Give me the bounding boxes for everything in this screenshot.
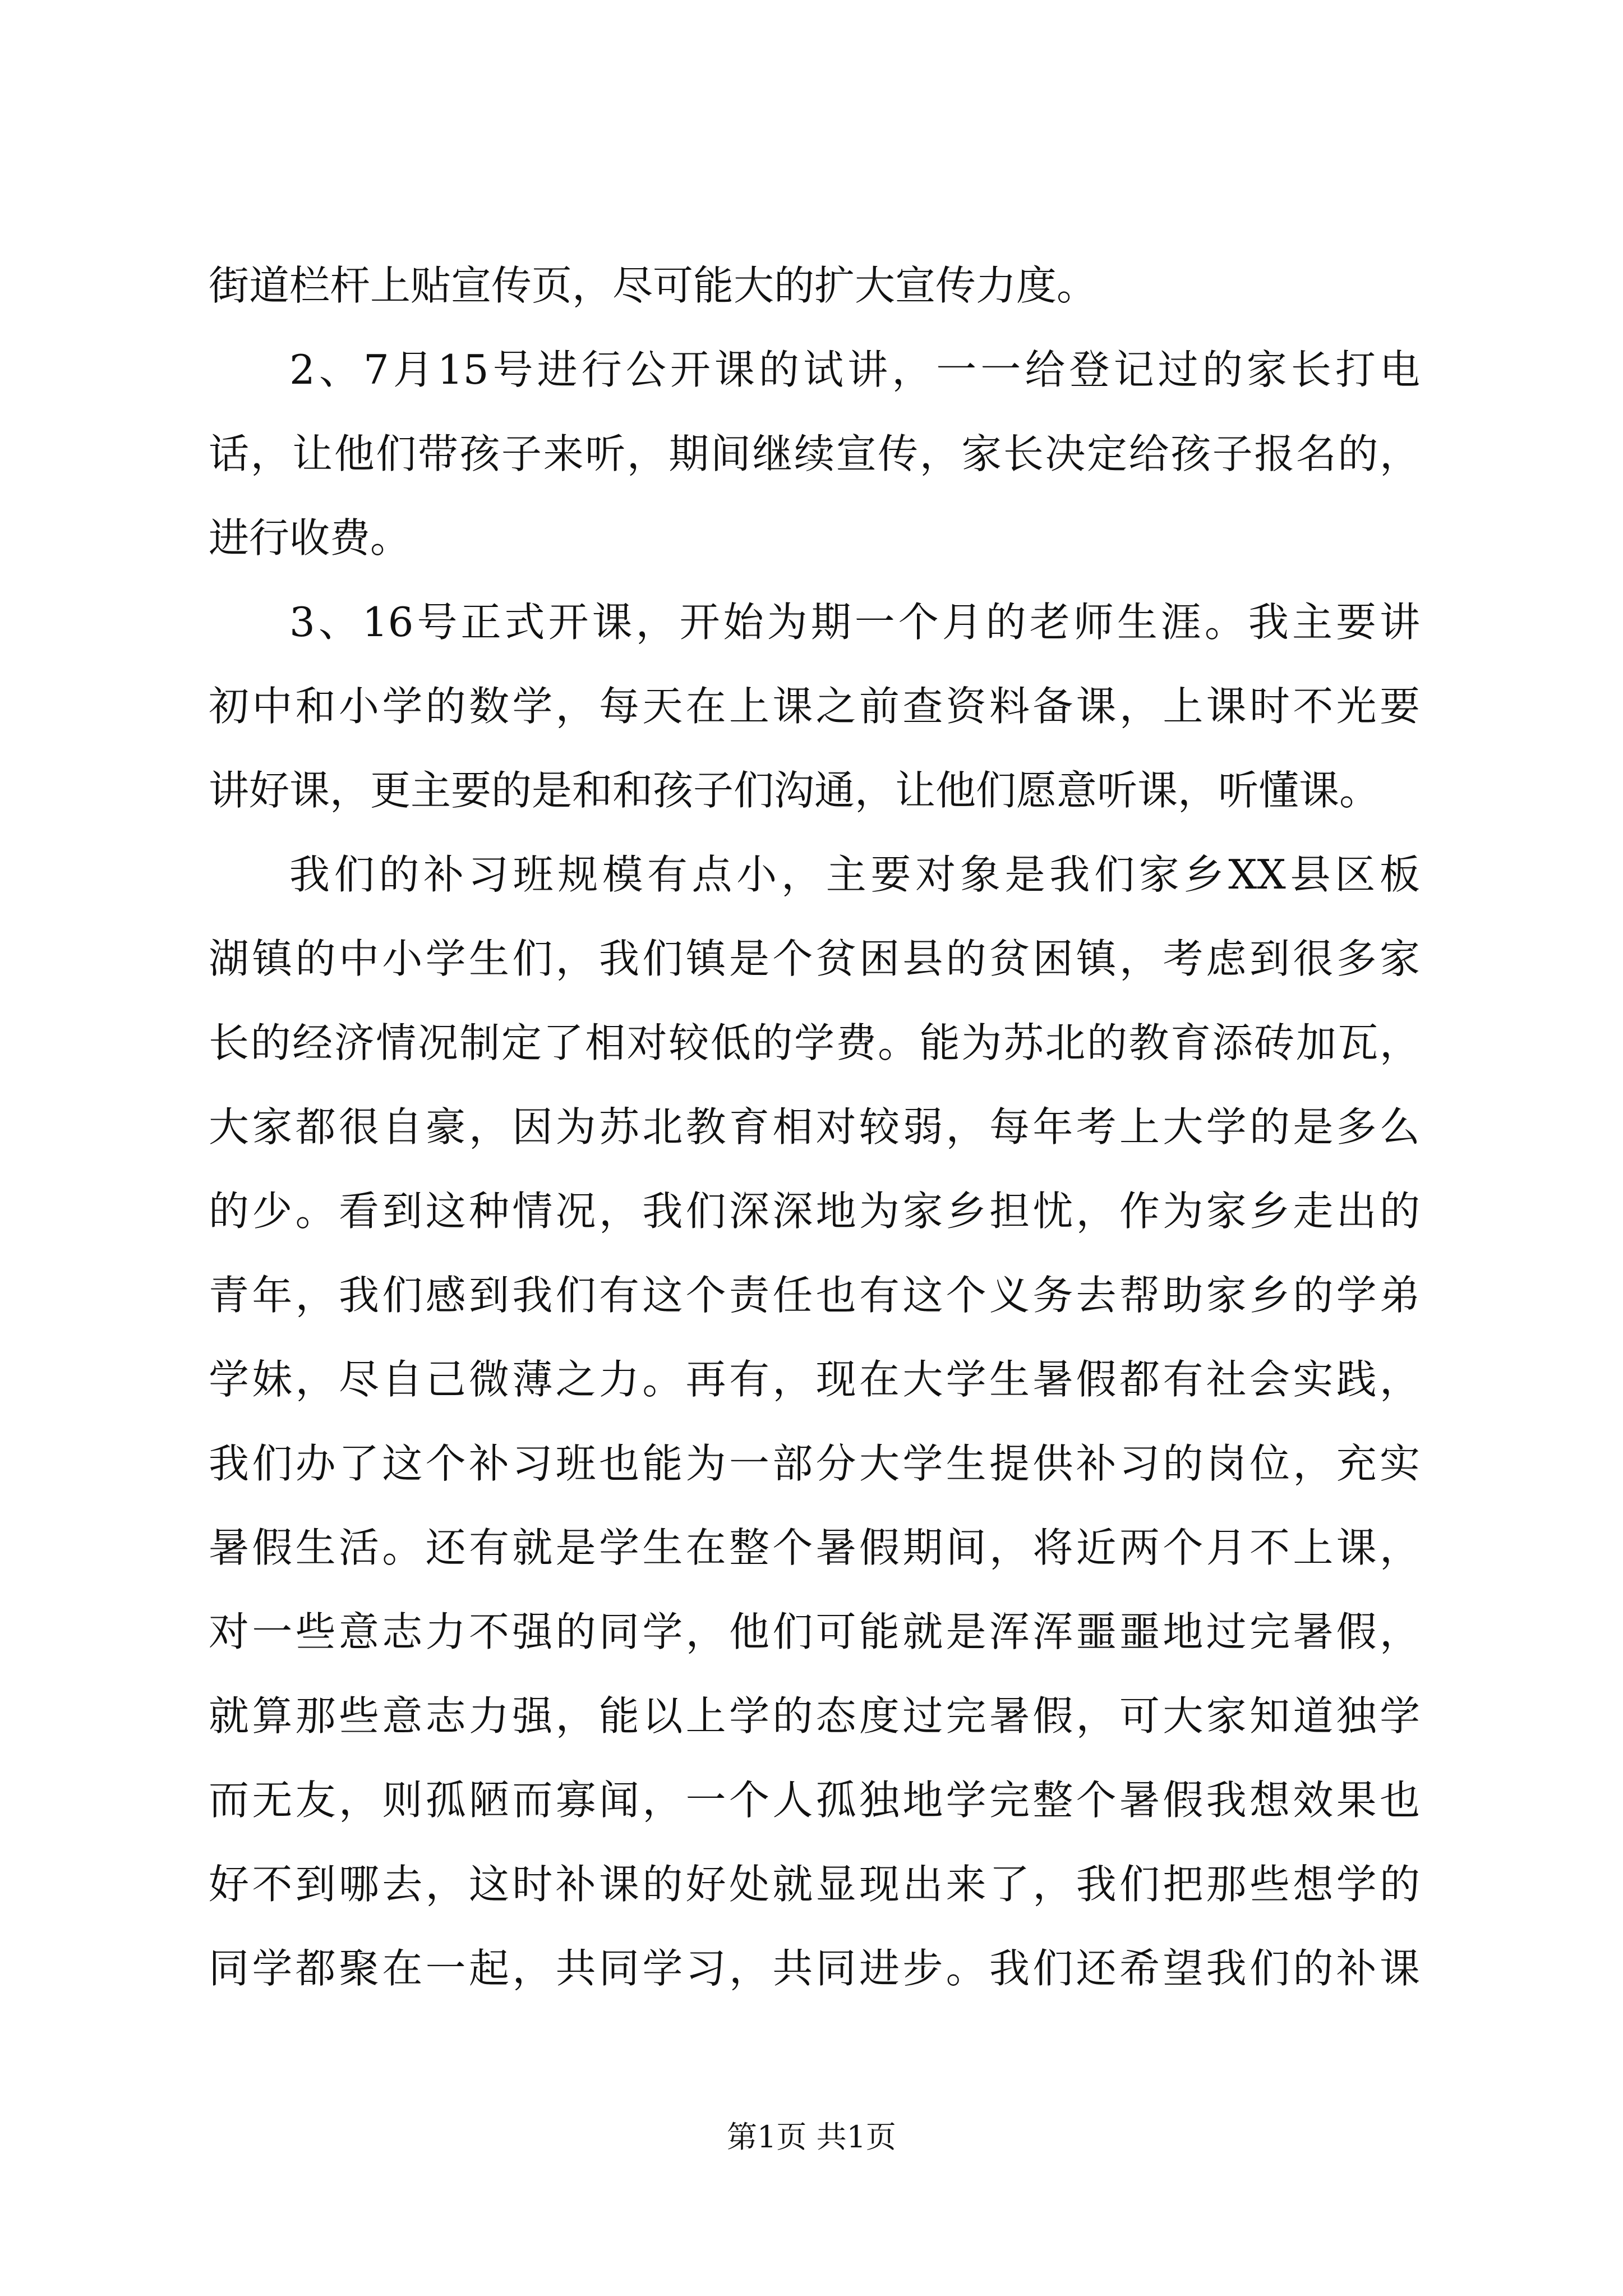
text-line: 的少。看到这种情况，我们深深地为家乡担忧，作为家乡走出的 [209,1188,1420,1235]
text-line: 就算那些意志力强，能以上学的态度过完暑假，可大家知道独学 [209,1692,1420,1740]
text-line: 话，让他们带孩子来听，期间继续宣传，家长决定给孩子报名的， [209,430,1420,477]
text-line: 2、7月15号进行公开课的试讲，一一给登记过的家长打电 [289,346,1420,393]
page-footer [0,2118,1623,2157]
text-line: 大家都很自豪，因为苏北教育相对较弱，每年考上大学的是多么 [209,1103,1420,1151]
text-line: 而无友，则孤陋而寡闻，一个人孤独地学完整个暑假我想效果也 [209,1777,1420,1824]
text-line: 街道栏杆上贴宣传页，尽可能大的扩大宣传力度。 [209,262,1098,309]
text-line: 学妹，尽自己微薄之力。再有，现在大学生暑假都有社会实践， [209,1356,1420,1403]
text-line: 初中和小学的数学，每天在上课之前查资料备课，上课时不光要 [209,683,1420,730]
text-line: 讲好课，更主要的是和和孩子们沟通，让他们愿意听课，听懂课。 [209,767,1380,814]
document-body [209,243,1420,2010]
text-line: 3、16号正式开课，开始为期一个月的老师生涯。我主要讲 [289,599,1420,646]
text-line: 对一些意志力不强的同学，他们可能就是浑浑噩噩地过完暑假， [209,1608,1420,1655]
text-line: 暑假生活。还有就是学生在整个暑假期间，将近两个月不上课， [209,1524,1420,1571]
text-line: 好不到哪去，这时补课的好处就显现出来了，我们把那些想学的 [209,1861,1420,1908]
text-line: 同学都聚在一起，共同学习，共同进步。我们还希望我们的补课 [209,1945,1420,1992]
text-line: 青年，我们感到我们有这个责任也有这个义务去帮助家乡的学弟 [209,1272,1420,1319]
page-number-label: 第1页 共1页 [727,2119,896,2155]
text-line: 进行收费。 [209,514,411,562]
text-line: 长的经济情况制定了相对较低的学费。能为苏北的教育添砖加瓦， [209,1019,1420,1066]
text-line: 我们的补习班规模有点小，主要对象是我们家乡XX县区板 [289,851,1420,898]
text-line: 湖镇的中小学生们，我们镇是个贫困县的贫困镇，考虑到很多家 [209,935,1420,982]
text-line: 我们办了这个补习班也能为一部分大学生提供补习的岗位，充实 [209,1440,1420,1487]
